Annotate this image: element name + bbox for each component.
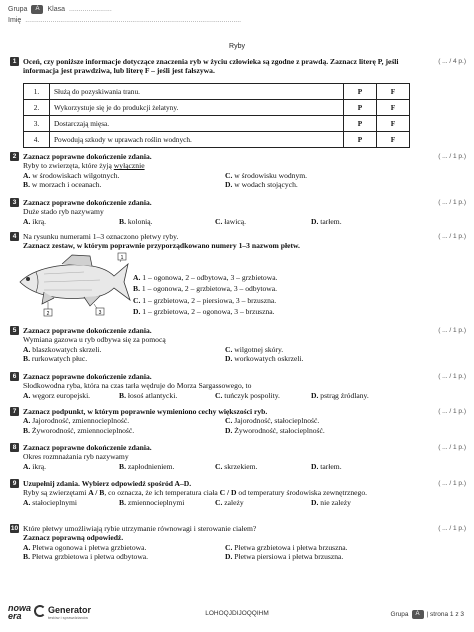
klasa-label: Klasa: [47, 6, 65, 13]
option-d[interactable]: D. nie zależy: [311, 497, 351, 507]
option-c[interactable]: C. Płetwa grzbietowa i płetwa brzuszna.: [225, 542, 348, 552]
fin-label-2: 2: [46, 311, 50, 317]
fish-diagram: [14, 252, 134, 318]
question-3: [10, 198, 466, 226]
option-c[interactable]: C. skrzekiem.: [215, 461, 258, 471]
option-a[interactable]: A. węgorz europejski.: [23, 390, 91, 400]
option-a[interactable]: A. ikrą.: [23, 461, 47, 471]
option-b[interactable]: B. łosoś atlantycki.: [119, 390, 178, 400]
option-b[interactable]: B. Żyworodność, zmiennocieplność.: [23, 425, 135, 435]
question-stem: Okres rozmnażania ryb nazywamy: [23, 452, 129, 462]
row-statement: Powodują szkody w uprawach roślin wodnych.: [50, 132, 344, 148]
option-d[interactable]: D. workowatych oskrzeli.: [225, 353, 304, 363]
option-a[interactable]: A. Jajorodność, zmiennocieplność.: [23, 416, 130, 426]
nowa-era-logo: nowa era: [8, 603, 32, 621]
row-number: 2.: [24, 100, 50, 116]
row-statement: Dostarczają mięsa.: [50, 116, 344, 132]
option-b[interactable]: B. 1 – ogonowa, 2 – grzbietowa, 3 – odbytowa.: [133, 284, 278, 294]
question-title: Uzupełnij zdania. Wybierz odpowiedź spośród A–D.: [23, 479, 192, 488]
question-8: [10, 443, 466, 471]
points-label: ( ... / 1 p.): [438, 233, 466, 240]
option-b[interactable]: B. rurkowatych płuc.: [23, 353, 88, 363]
option-a[interactable]: A. stałocieplnymi: [23, 497, 78, 507]
option-b[interactable]: B. Płetwa grzbietowa i płetwa odbytowa.: [23, 551, 149, 561]
question-number: 6: [10, 372, 19, 381]
question-number: 10: [10, 525, 19, 532]
page-info: Grupa A | strona 1 z 3: [390, 611, 464, 618]
option-c[interactable]: C. w środowisku wodnym.: [225, 170, 308, 180]
fish-drawing: [14, 252, 134, 318]
page-title: Ryby: [229, 43, 245, 50]
points-label: ( ... / 1 p.): [438, 525, 466, 532]
true-option[interactable]: P: [344, 132, 377, 148]
option-a[interactable]: A. w środowiskach wilgotnych.: [23, 170, 120, 180]
question-stem: Które płetwy umożliwiają rybie utrzymanie równowagi i sterowanie ciałem?: [23, 524, 257, 533]
question-title: Zaznacz podpunkt, w którym poprawnie wymieniono cechy większości ryb.: [23, 407, 268, 416]
fin-label-3: 3: [98, 310, 102, 316]
row-number: 4.: [24, 132, 50, 148]
question-title: Zaznacz poprawne dokończenie zdania.: [23, 152, 152, 161]
points-label: ( ... / 1 p.): [438, 327, 466, 334]
option-b[interactable]: B. zapłodnieniem.: [119, 461, 175, 471]
imie-label: Imię: [8, 17, 22, 24]
option-b[interactable]: B. zmiennocieplnymi: [119, 497, 185, 507]
row-number: 1.: [24, 84, 50, 100]
document-code: LOHOQJDIJOQQIHM: [205, 610, 269, 617]
option-d[interactable]: D. tarłem.: [311, 216, 342, 226]
question-1: [10, 57, 466, 76]
generator-logo: Generator testów i sprawdzianów: [48, 605, 91, 620]
points-label: ( ... / 4 p.): [438, 58, 466, 65]
question-4: [10, 232, 466, 251]
points-label: ( ... / 1 p.): [438, 153, 466, 160]
question-6: [10, 372, 466, 400]
option-a[interactable]: A. Płetwa ogonowa i płetwa grzbietowa.: [23, 542, 147, 552]
row-number: 3.: [24, 116, 50, 132]
question-number: 8: [10, 443, 19, 452]
question-number: 5: [10, 326, 19, 335]
option-d[interactable]: D. Żyworodność, stałocieplność.: [225, 425, 325, 435]
question-number: 9: [10, 479, 19, 488]
question-number: 2: [10, 152, 19, 161]
points-label: ( ... / 1 p.): [438, 480, 466, 487]
option-d[interactable]: D. tarłem.: [311, 461, 342, 471]
table-row: [24, 100, 410, 116]
true-false-table: [23, 83, 410, 148]
question-stem: Wymiana gazowa u ryb odbywa się za pomocą: [23, 335, 166, 345]
question-5: [10, 326, 466, 363]
question-9: [10, 479, 466, 507]
option-a[interactable]: A. 1 – ogonowa, 2 – odbytowa, 3 – grzbietowa.: [133, 273, 278, 282]
table-row: [24, 132, 410, 148]
table-row: [24, 116, 410, 132]
false-option[interactable]: F: [377, 100, 410, 116]
klasa-field[interactable]: ......................: [69, 6, 112, 13]
option-a[interactable]: A. blaszkowatych skrzeli.: [23, 344, 102, 354]
question-title: Zaznacz poprawne dokończenie zdania.: [23, 443, 152, 452]
question-2: [10, 152, 466, 189]
question-title: Zaznacz zestaw, w którym poprawnie przyporządkowano numery 1–3 nazwom płetw.: [23, 241, 300, 251]
question-stem: Słodkowodna ryba, która na czas tarła wędruje do Morza Sargassowego, to: [23, 381, 252, 391]
true-option[interactable]: P: [344, 84, 377, 100]
question-number: 1: [10, 57, 19, 66]
question-7: [10, 407, 466, 435]
option-b[interactable]: B. w morzach i oceanach.: [23, 179, 102, 189]
option-d[interactable]: D. pstrąg źródlany.: [311, 390, 369, 400]
page-footer: [0, 600, 474, 632]
option-c[interactable]: C. tuńczyk pospolity.: [215, 390, 280, 400]
option-a[interactable]: A. ikrą.: [23, 216, 47, 226]
imie-field[interactable]: ...............................................................................................................: [25, 17, 242, 24]
false-option[interactable]: F: [377, 116, 410, 132]
false-option[interactable]: F: [377, 132, 410, 148]
question-number: 3: [10, 198, 19, 207]
option-c[interactable]: C. Jajorodność, stałocieplność.: [225, 416, 320, 426]
question-title: Zaznacz poprawną odpowiedź.: [23, 533, 124, 543]
grupa-label: Grupa: [8, 6, 28, 13]
points-label: ( ... / 1 p.): [438, 373, 466, 380]
points-label: ( ... / 1 p.): [438, 408, 466, 415]
grupa-value-badge: A: [31, 5, 43, 14]
question-title: Zaznacz poprawne dokończenie zdania.: [23, 326, 152, 335]
option-c[interactable]: C. wilgotnej skóry.: [225, 344, 284, 354]
option-c[interactable]: C. zależy: [215, 497, 244, 507]
question-title: Zaznacz poprawne dokończenie zdania.: [23, 198, 152, 207]
question-number: 4: [10, 232, 19, 241]
points-label: ( ... / 1 p.): [438, 199, 466, 206]
question-10: [10, 524, 466, 561]
false-option[interactable]: F: [377, 84, 410, 100]
option-c[interactable]: C. ławicą.: [215, 216, 247, 226]
row-statement: Służą do pozyskiwania tranu.: [50, 84, 344, 100]
question-title: Zaznacz poprawne dokończenie zdania.: [23, 372, 152, 381]
row-statement: Wykorzystuje się je do produkcji żelatyny.: [50, 100, 344, 116]
points-label: ( ... / 1 p.): [438, 444, 466, 451]
fin-label-1: 1: [120, 255, 124, 261]
true-option[interactable]: P: [344, 100, 377, 116]
question-stem: Duże stado ryb nazywamy: [23, 207, 104, 217]
true-option[interactable]: P: [344, 116, 377, 132]
option-d[interactable]: D. 1 – grzbietowa, 2 – ogonowa, 3 – brzuszna.: [133, 307, 275, 317]
table-row: [24, 84, 410, 100]
question-stem: Ryby to zwierzęta, które żyją wyłącznie: [23, 161, 145, 171]
question-text: Oceń, czy poniższe informacje dotyczące znaczenia ryb w życiu człowieka są zgodne z prawdą. Zaznacz literę P, jeśli informacja jest prawdziwa, lub literę F – jeśli jest fałszywa.: [23, 57, 399, 76]
option-d[interactable]: D. w wodach stojących.: [225, 179, 298, 189]
option-c[interactable]: C. 1 – grzbietowa, 2 – piersiowa, 3 – brzuszna.: [133, 295, 277, 305]
question-stem: Ryby są zwierzętami A / B, co oznacza, że ich temperatura ciała C / D od temperatury środowiska zewnętrznego.: [23, 488, 368, 498]
option-d[interactable]: D. Płetwa piersiowa i płetwa brzuszna.: [225, 551, 344, 561]
grupa-badge: A: [412, 610, 424, 619]
fish-options: [133, 272, 277, 318]
option-b[interactable]: B. kolonią.: [119, 216, 153, 226]
question-stem: Na rysunku numerami 1–3 oznaczono płetwy ryby.: [23, 232, 179, 241]
question-number: 7: [10, 407, 19, 416]
worksheet-header: [8, 4, 241, 26]
